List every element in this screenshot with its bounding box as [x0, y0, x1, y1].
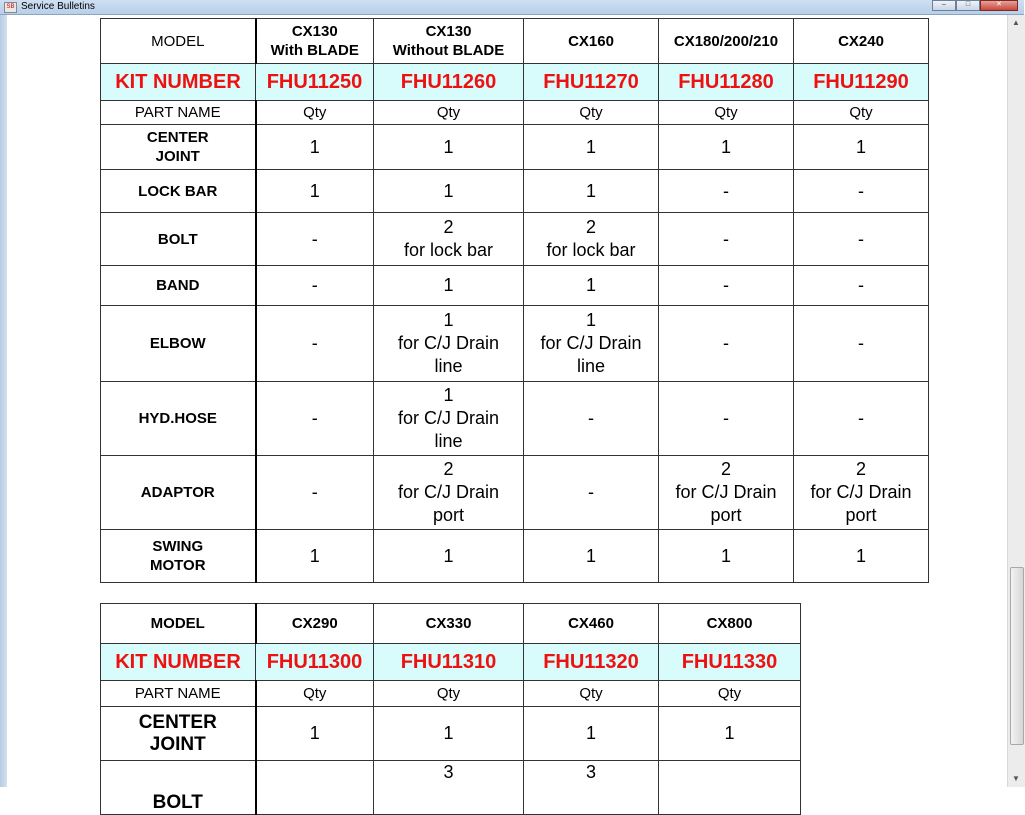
- qty-cell: -: [794, 170, 929, 213]
- qty-cell: -: [256, 213, 374, 266]
- model-cell: CX130 With BLADE: [256, 19, 374, 64]
- qty-cell: 1: [524, 707, 659, 761]
- qty-header: Qty: [256, 681, 374, 707]
- table-row: [101, 382, 929, 456]
- kit-number: FHU11330: [659, 644, 801, 681]
- model-cell: CX460: [524, 604, 659, 644]
- app-icon: SB: [4, 2, 17, 13]
- qty-cell: 1: [374, 170, 524, 213]
- window-title: Service Bulletins: [21, 1, 95, 12]
- qty-cell: 1: [374, 707, 524, 761]
- qty-cell: 1 for C/J Drain line: [374, 306, 524, 382]
- kit-label: KIT NUMBER: [101, 64, 256, 101]
- qty-cell: 1: [659, 707, 801, 761]
- kit-number: FHU11290: [794, 64, 929, 101]
- qty-cell: 1: [794, 125, 929, 170]
- qty-cell: 2 for lock bar: [374, 213, 524, 266]
- qty-cell: -: [659, 382, 794, 456]
- model-label: MODEL: [101, 604, 256, 644]
- part-name: CENTER JOINT: [101, 125, 256, 170]
- qty-header: Qty: [794, 101, 929, 125]
- kit-number-row: [101, 64, 929, 101]
- qty-header: Qty: [659, 681, 801, 707]
- qty-cell: 1: [524, 170, 659, 213]
- part-name: BOLT: [101, 761, 256, 815]
- vertical-scrollbar[interactable]: [1007, 15, 1025, 787]
- part-name-header: PART NAME: [101, 681, 256, 707]
- qty-cell: 1: [256, 530, 374, 583]
- qty-cell: 2 for C/J Drain port: [374, 456, 524, 530]
- model-cell: CX290: [256, 604, 374, 644]
- qty-cell: -: [256, 382, 374, 456]
- qty-cell: 2 for C/J Drain port: [794, 456, 929, 530]
- model-cell: CX330: [374, 604, 524, 644]
- kit-number: FHU11320: [524, 644, 659, 681]
- model-cell: CX180/200/210: [659, 19, 794, 64]
- kit-number: FHU11260: [374, 64, 524, 101]
- qty-cell: 1: [374, 530, 524, 583]
- qty-cell: -: [659, 170, 794, 213]
- qty-cell: 2 for C/J Drain port: [659, 456, 794, 530]
- qty-cell: -: [256, 456, 374, 530]
- kit-number: FHU11310: [374, 644, 524, 681]
- qty-cell: 1: [524, 125, 659, 170]
- part-name-header-row: [101, 681, 801, 707]
- part-name-header-row: [101, 101, 929, 125]
- model-label: MODEL: [101, 19, 256, 64]
- qty-cell: -: [256, 306, 374, 382]
- kit-number: FHU11250: [256, 64, 374, 101]
- qty-cell: -: [794, 306, 929, 382]
- window-controls: [932, 0, 1018, 9]
- qty-cell: 1: [256, 707, 374, 761]
- qty-cell: -: [659, 306, 794, 382]
- qty-cell: [659, 761, 801, 815]
- qty-cell: 1: [659, 530, 794, 583]
- parts-table-2: [100, 603, 801, 815]
- part-name: CENTER JOINT: [101, 707, 256, 761]
- qty-cell: 1: [524, 266, 659, 306]
- qty-cell: [256, 761, 374, 815]
- qty-cell: 1: [524, 530, 659, 583]
- qty-header: Qty: [659, 101, 794, 125]
- model-cell: CX130 Without BLADE: [374, 19, 524, 64]
- model-row: [101, 19, 929, 64]
- window-left-frame: [0, 15, 7, 787]
- qty-cell: 1: [256, 125, 374, 170]
- qty-header: Qty: [524, 681, 659, 707]
- parts-table-1: [100, 18, 929, 583]
- qty-cell: -: [524, 382, 659, 456]
- qty-cell: -: [659, 213, 794, 266]
- qty-cell: 1: [659, 125, 794, 170]
- model-cell: CX160: [524, 19, 659, 64]
- qty-cell: 3: [524, 761, 659, 815]
- table-row: [101, 213, 929, 266]
- table-row: [101, 761, 801, 815]
- minimize-button[interactable]: –: [932, 0, 956, 11]
- kit-number-row: [101, 644, 801, 681]
- part-name: SWING MOTOR: [101, 530, 256, 583]
- kit-number: FHU11300: [256, 644, 374, 681]
- model-cell: CX240: [794, 19, 929, 64]
- qty-cell: 1 for C/J Drain line: [524, 306, 659, 382]
- qty-cell: -: [256, 266, 374, 306]
- part-name: ADAPTOR: [101, 456, 256, 530]
- part-name: BOLT: [101, 213, 256, 266]
- kit-label: KIT NUMBER: [101, 644, 256, 681]
- qty-cell: 1: [374, 125, 524, 170]
- part-name: HYD.HOSE: [101, 382, 256, 456]
- qty-header: Qty: [256, 101, 374, 125]
- qty-cell: -: [659, 266, 794, 306]
- qty-cell: 1: [256, 170, 374, 213]
- table-row: [101, 170, 929, 213]
- part-name-header: PART NAME: [101, 101, 256, 125]
- model-cell: CX800: [659, 604, 801, 644]
- close-button[interactable]: ✕: [980, 0, 1018, 11]
- qty-cell: 1: [794, 530, 929, 583]
- kit-number: FHU11270: [524, 64, 659, 101]
- part-name: ELBOW: [101, 306, 256, 382]
- part-name: BAND: [101, 266, 256, 306]
- scroll-thumb[interactable]: [1010, 567, 1024, 745]
- qty-header: Qty: [374, 101, 524, 125]
- maximize-button[interactable]: □: [956, 0, 980, 11]
- qty-header: Qty: [374, 681, 524, 707]
- qty-cell: 3: [374, 761, 524, 815]
- table-row: [101, 266, 929, 306]
- scroll-up-icon[interactable]: ▲: [1012, 18, 1020, 27]
- window-titlebar: [0, 0, 1024, 15]
- table-row: [101, 306, 929, 382]
- part-name: LOCK BAR: [101, 170, 256, 213]
- table-row: [101, 456, 929, 530]
- qty-cell: 1: [374, 266, 524, 306]
- qty-cell: 2 for lock bar: [524, 213, 659, 266]
- model-row: [101, 604, 801, 644]
- qty-cell: 1 for C/J Drain line: [374, 382, 524, 456]
- scroll-down-icon[interactable]: ▼: [1012, 774, 1020, 783]
- table-row: [101, 707, 801, 761]
- qty-cell: -: [524, 456, 659, 530]
- table-row: [101, 530, 929, 583]
- qty-cell: -: [794, 266, 929, 306]
- qty-cell: -: [794, 382, 929, 456]
- document-view: [7, 15, 1007, 813]
- table-row: [101, 125, 929, 170]
- kit-number: FHU11280: [659, 64, 794, 101]
- qty-cell: -: [794, 213, 929, 266]
- qty-header: Qty: [524, 101, 659, 125]
